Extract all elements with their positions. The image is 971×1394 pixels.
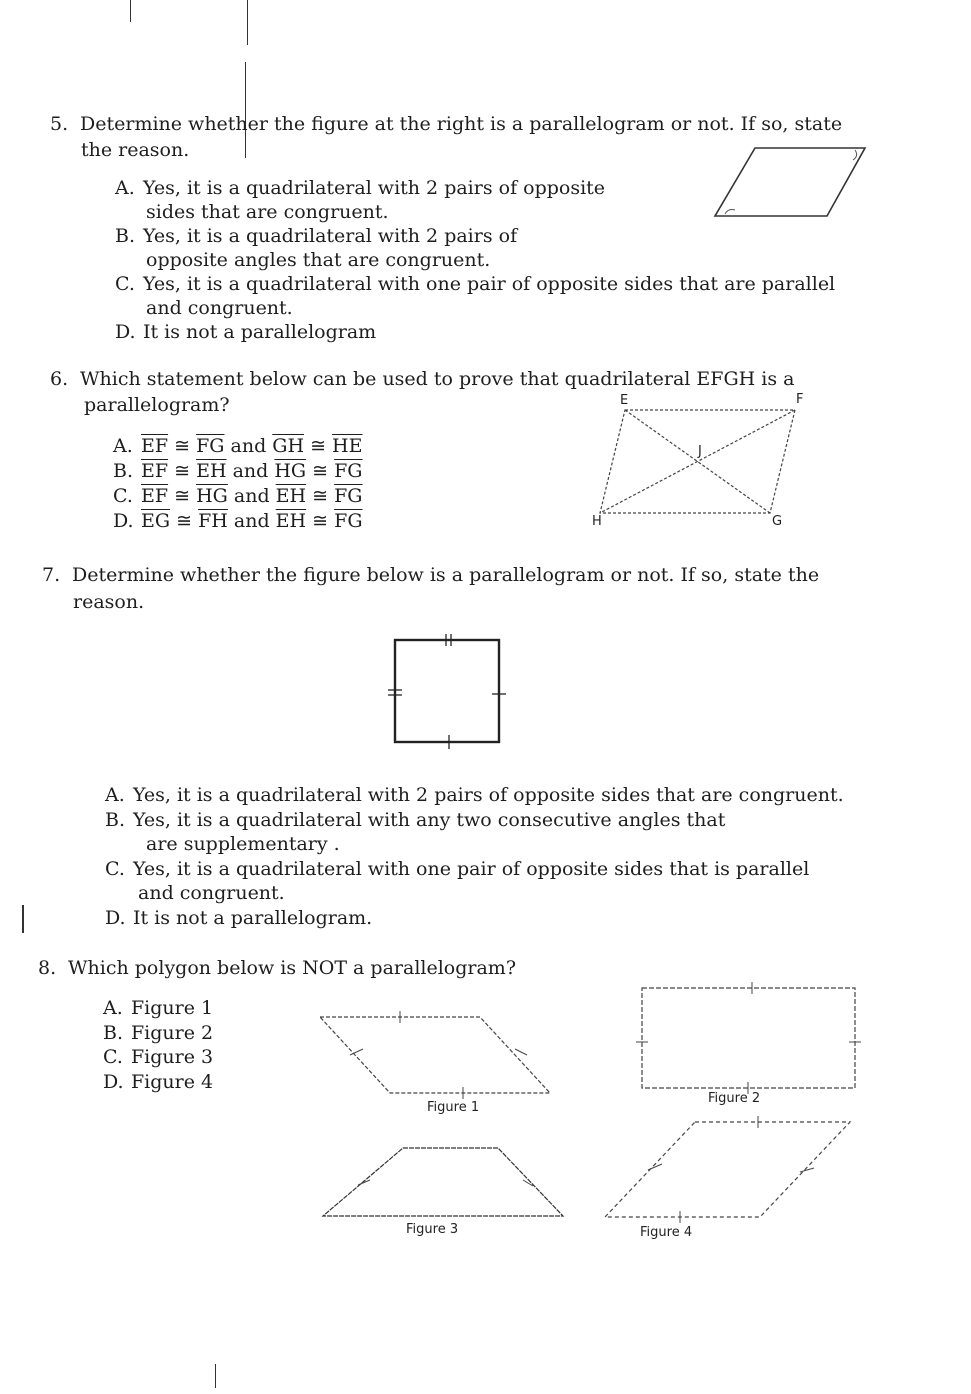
question-text-cont: the reason. bbox=[81, 139, 190, 161]
q7-rectangle-figure bbox=[380, 625, 520, 760]
scan-mark bbox=[22, 905, 24, 933]
question-text: Which statement below can be used to prove that quadrilateral EFGH is a bbox=[80, 368, 795, 390]
option-7c[interactable]: C. Yes, it is a quadrilateral with one pair of opposite sides that is parallel bbox=[105, 858, 810, 880]
option-7d[interactable]: D. It is not a parallelogram. bbox=[105, 907, 373, 929]
figure-4 bbox=[600, 1112, 865, 1247]
option-8b[interactable]: B. Figure 2 bbox=[103, 1022, 214, 1044]
question-text-cont: reason. bbox=[73, 591, 145, 613]
question-text: Determine whether the figure below is a parallelogram or not. If so, state the bbox=[72, 564, 820, 586]
option-6c[interactable]: C. $\overline{EF}$ ≅ $\overline{HG}$ and $\overline{EH}$ ≅ $\overline{FG}$ bbox=[113, 485, 363, 507]
scan-mark bbox=[215, 1364, 216, 1388]
question-text: Determine whether the figure at the right is a parallelogram or not. If so, state bbox=[80, 113, 843, 135]
option-7b-cont: are supplementary . bbox=[146, 833, 340, 855]
option-6b[interactable]: B. $\overline{EF}$ ≅ $\overline{EH}$ and $\overline{HG}$ ≅ $\overline{FG}$ bbox=[113, 460, 363, 482]
vertex-label-h: H bbox=[592, 514, 602, 529]
figure-2-label: Figure 2 bbox=[708, 1091, 761, 1106]
question-number: 6. bbox=[50, 368, 69, 390]
option-7a[interactable]: A. Yes, it is a quadrilateral with 2 pairs of opposite sides that are congruent. bbox=[105, 784, 844, 806]
scan-mark bbox=[130, 0, 131, 22]
figure-1-label: Figure 1 bbox=[427, 1100, 480, 1115]
question-number: 8. bbox=[38, 957, 57, 979]
question-text: Which polygon below is NOT a parallelogram? bbox=[68, 957, 517, 979]
option-5a[interactable]: A. Yes, it is a quadrilateral with 2 pairs of opposite bbox=[115, 177, 606, 199]
question-5 bbox=[50, 112, 842, 136]
option-5d[interactable]: D. It is not a parallelogram bbox=[115, 321, 377, 343]
figure-3 bbox=[318, 1140, 573, 1240]
vertex-label-f: F bbox=[796, 392, 804, 407]
question-text-cont: parallelogram? bbox=[84, 394, 230, 416]
scan-mark bbox=[247, 0, 248, 45]
option-8c[interactable]: C. Figure 3 bbox=[103, 1046, 214, 1068]
question-6 bbox=[50, 367, 794, 391]
option-8a[interactable]: A. Figure 1 bbox=[103, 997, 214, 1019]
vertex-label-g: G bbox=[772, 514, 783, 529]
option-5a-cont: sides that are congruent. bbox=[146, 201, 389, 223]
option-5b-cont: opposite angles that are congruent. bbox=[146, 249, 491, 271]
option-8d[interactable]: D. Figure 4 bbox=[103, 1071, 214, 1093]
figure-2 bbox=[630, 980, 870, 1110]
q6-quadrilateral-efgh-figure bbox=[590, 392, 810, 530]
q5-parallelogram-figure bbox=[705, 140, 875, 230]
question-7 bbox=[42, 563, 819, 587]
option-7b[interactable]: B. Yes, it is a quadrilateral with any two consecutive angles that bbox=[105, 809, 726, 831]
question-8 bbox=[38, 956, 516, 980]
option-6a[interactable]: A. $\overline{EF}$ ≅ $\overline{FG}$ and $\overline{GH}$ ≅ $\overline{HE}$ bbox=[113, 435, 363, 457]
option-5c-cont: and congruent. bbox=[146, 297, 293, 319]
option-5b[interactable]: B. Yes, it is a quadrilateral with 2 pairs of bbox=[115, 225, 518, 247]
option-5c[interactable]: C. Yes, it is a quadrilateral with one pair of opposite sides that are parallel bbox=[115, 273, 836, 295]
question-number: 5. bbox=[50, 113, 69, 135]
option-7c-cont: and congruent. bbox=[138, 882, 285, 904]
scan-mark bbox=[245, 62, 246, 158]
figure-4-label: Figure 4 bbox=[640, 1225, 693, 1240]
figure-1 bbox=[315, 1005, 565, 1120]
center-label-j: J bbox=[698, 444, 702, 459]
figure-3-label: Figure 3 bbox=[406, 1222, 459, 1237]
vertex-label-e: E bbox=[620, 393, 629, 408]
option-6d[interactable]: D. $\overline{EG}$ ≅ $\overline{FH}$ and $\overline{EH}$ ≅ $\overline{FG}$ bbox=[113, 510, 363, 532]
question-number: 7. bbox=[42, 564, 61, 586]
